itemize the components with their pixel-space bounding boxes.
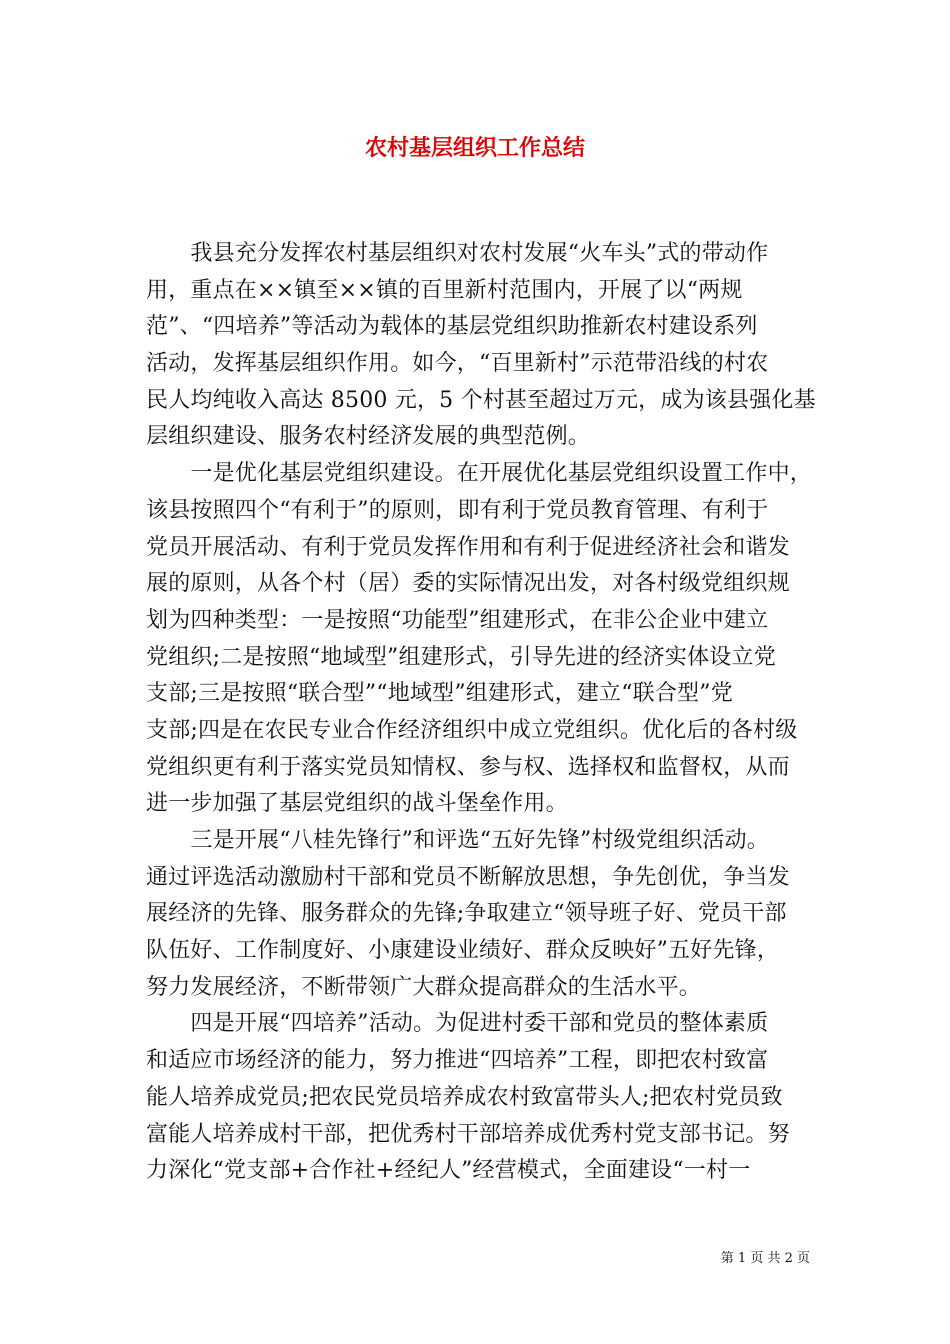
paragraph-four — [146, 1006, 811, 1189]
text-line: 进一步加强了基层党组织的战斗堡垒作用。 — [146, 791, 568, 817]
text-line: 支部;三是按照“联合型”“地域型”组建形式，建立“联合型”党 — [146, 681, 733, 707]
text-line: 层组织建设、服务农村经济发展的典型范例。 — [146, 424, 591, 450]
text-line: 努力发展经济，不断带领广大群众提高群众的生活水平。 — [146, 974, 702, 1000]
text-line: 队伍好、工作制度好、小康建设业绩好、群众反映好”五好先锋， — [146, 938, 780, 964]
text-line: 四是开展“四培养”活动。为促进村委干部和党员的整体素质 — [146, 1011, 769, 1037]
text-line: 党组织;二是按照“地域型”组建形式，引导先进的经济实体设立党 — [146, 644, 776, 670]
text-line: 通过评选活动激励村干部和党员不断解放思想，争先创优，争当发 — [146, 864, 790, 890]
text-line: 支部;四是在农民专业合作经济组织中成立党组织。优化后的各村级 — [146, 717, 798, 743]
text-line: 民人均纯收入高达 8500 元，5 个村甚至超过万元，成为该县强化基 — [146, 387, 816, 413]
text-line: 我县充分发挥农村基层组织对农村发展“火车头”式的带动作 — [146, 241, 769, 266]
text-line: 党组织更有利于落实党员知情权、参与权、选择权和监督权，从而 — [146, 754, 790, 780]
text-line: 该县按照四个“有利于”的原则，即有利于党员教育管理、有利于 — [146, 497, 769, 523]
text-line: 展的原则，从各个村（居）委的实际情况出发，对各村级党组织规 — [146, 571, 790, 597]
text-line: 党员开展活动、有利于党员发挥作用和有利于促进经济社会和谐发 — [146, 534, 790, 560]
text-line: 能人培养成党员;把农民党员培养成农村致富带头人;把农村党员致 — [146, 1084, 783, 1110]
text-line: 范”、“四培养”等活动为载体的基层党组织助推新农村建设系列 — [146, 314, 758, 340]
text-line: 和适应市场经济的能力，努力推进“四培养”工程，即把农村致富 — [146, 1048, 769, 1074]
text-line: 一是优化基层党组织建设。在开展优化基层党组织设置工作中， — [146, 461, 813, 487]
text-line: 展经济的先锋、服务群众的先锋;争取建立“领导班子好、党员干部 — [146, 901, 787, 927]
page-number-footer: 第 1 页 共 2 页 — [720, 1251, 810, 1266]
document-title: 农村基层组织工作总结 — [364, 135, 585, 161]
text-line: 活动，发挥基层组织作用。如今，“百里新村”示范带沿线的村农 — [146, 351, 769, 377]
paragraph-intro — [146, 236, 816, 456]
paragraph-one — [146, 456, 811, 823]
paragraph-three — [146, 823, 811, 1006]
text-line: 力深化“党支部+合作社+经纪人”经营模式，全面建设“一村一 — [146, 1158, 751, 1184]
text-line: 划为四种类型：一是按照“功能型”组建形式，在非公企业中建立 — [146, 607, 769, 633]
document-body — [146, 236, 816, 1190]
text-line: 三是开展“八桂先锋行”和评选“五好先锋”村级党组织活动。 — [146, 828, 769, 853]
text-line: 用，重点在××镇至××镇的百里新村范围内，开展了以“两规 — [146, 277, 743, 303]
text-line: 富能人培养成村干部，把优秀村干部培养成优秀村党支部书记。努 — [146, 1121, 790, 1147]
